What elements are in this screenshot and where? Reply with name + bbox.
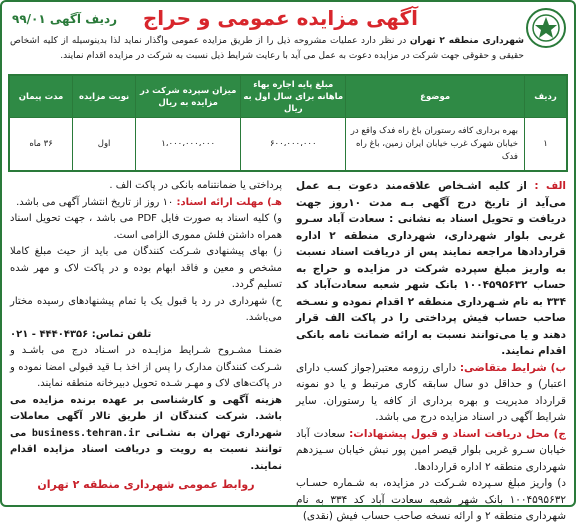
table-row xyxy=(10,118,567,171)
ad-number: ردیف آگهی ۹۹/۰۱ xyxy=(12,12,118,26)
cell-base-rent: ۶۰۰،۰۰۰،۰۰۰ xyxy=(241,118,346,171)
clause-d-cont: پرداختی یا ضمانتنامه بانکی در پاکت الف . xyxy=(109,180,282,191)
clause-g: ز) بهای پیشنهادی شـرکت کنندگان می باید از حیث مبلغ کاملا مشخص و معین و فاقد ابهام بوده و در پاکت لاک و مهر شده تسلیم گردد. xyxy=(10,246,282,290)
cell-row: ۱ xyxy=(524,118,566,171)
clause-a-label: الف : xyxy=(534,180,566,192)
clause-c-text: سعادت آباد خیابان سـرو غربی بلوار قیصر امین پور نبش خیابان سـیزدهم شهرداری منطقه ۲ اداره قراردادها. xyxy=(296,427,566,473)
th-round: نوبت مزایده xyxy=(73,76,136,118)
portal-link[interactable]: business.tehran.ir xyxy=(31,427,141,439)
clause-b-label: ب) شرایط متقاضی: xyxy=(459,361,566,374)
cell-duration: ۳۶ ماه xyxy=(10,118,73,171)
header xyxy=(8,6,568,36)
clause-a-text: از کلیه اشـخاص علاقه‌مند دعوت بـه عمل می‌آید از تاریخ درج آگهی بـه مدت ۱۰روز جهت دریافت و تحویل اسناد به نشانی : سعادت آباد سـرو غربی بلوار شهرداری، شهرداری منطقه ۲ اداره قراردادها مراجعه نمایند پس از دریافت اسناد نسبت به واریز مبلغ سپرده شرکت در مزایده و حراج به حساب ۱۰۰۴۵۹۵۶۳۲ بانک شهر شعبه سعادت‌آباد کد ۳۳۴ به نام شـهرداری منطقه ۲ اقدام نموده و نسـخه صاحب حساب فیش پرداختی را در پاکت الف قرار دهند و یا می‌توانند نسبت به ارائه ضمانت نامه بانکی اقدام نمایند. xyxy=(296,180,566,357)
intro-text: در نظر دارد عملیات مشروحه ذیل را از طریق مزایده عمومی واگذار نماید لذا بدینوسیله از کلیه اشخاص حقیقی و حقوقی جهت شرکت در مزایده دعوت به عمل می آید با رعایت شرایط ذیل نسبت به شرکت در مزایده اقدام نمایند. xyxy=(10,36,524,61)
clause-b xyxy=(296,360,566,426)
clause-e-label: هـ) مهلت ارائه اسناد: xyxy=(176,196,282,208)
cell-round: اول xyxy=(73,118,136,171)
conditions-right-column xyxy=(296,178,566,525)
clause-h: ح) شهرداری در رد یا قبول یک یا تمام پیشنهاد‌های رسیده مختار می‌باشد. xyxy=(10,295,282,323)
contact-phone: تلفن تماس: ۴۴۴۰۴۳۵۶ - ۰۲۱ xyxy=(10,328,152,340)
table-header-row xyxy=(10,76,567,118)
cell-topic: بهره برداری کافه رستوران باغ راه فدک واقع در خیابان شهرک غرب خیابان ایران زمین، باغ راه فدک xyxy=(346,118,525,171)
clause-e xyxy=(10,195,282,212)
clause-b-text: دارای رزومه معتبر(جواز کسب دارای اعتبار) و حداقل دو سال سابقه کاری مرتبط و یا دو نمونه قرارداد مدیریت و بهره برداری از کافه یا رستوران. سایر شرایط آگهی در اسناد مزایده درج می باشد. xyxy=(296,361,566,423)
auction-table xyxy=(8,74,568,172)
clause-a xyxy=(296,178,566,360)
clause-e-text: ۱۰ روز از تاریخ انتشار آگهی می باشد. xyxy=(16,196,177,208)
intro-paragraph xyxy=(10,34,524,64)
clause-d: د) واریز مبلغ سـپرده شـرکت در مزایده، به شـماره حسـاب ۱۰۰۴۵۹۵۶۳۲ بانک شهر شعبه سعادت آباد کد ۳۳۴ به نام شهرداری منطقه ۲ و ارائه نسخه صاحب حساب فیش (نقدی) xyxy=(296,477,566,522)
signature: روابط عمومی شهرداری منطقه ۲ تهران xyxy=(37,478,255,491)
th-duration: مدت پیمان xyxy=(10,76,73,118)
cell-deposit: ۱،۰۰۰،۰۰۰،۰۰۰ xyxy=(136,118,241,171)
th-deposit: میزان سپرده شرکت در مزایده به ریال xyxy=(136,76,241,118)
conditions-left-column xyxy=(10,178,282,494)
municipality-logo-icon xyxy=(526,8,566,48)
clause-f: و) کلیه اسناد به صورت فایل PDF می باشد ، جهت تحویل اسناد همراه داشتن فلش مموری الزامی است. xyxy=(10,213,283,241)
th-row: ردیف xyxy=(524,76,566,118)
page-title: آگهی مزایده عمومی و حراج xyxy=(142,6,418,30)
cost-text: هزینه آگهی و کارشناسی بر عهده برنده مزایده می باشد. شرکت کنندگان از طریق تالار آگهی معاملات شهرداری تهران به نشـانی xyxy=(10,394,282,439)
portal-text-end: می توانند نسبت به رویت و دریافت اسناد مزایده اقدام نمایند. xyxy=(10,427,282,472)
clause-c-label: ج) محل دریافت اسناد و قبول پیشنهادات: xyxy=(349,427,566,440)
intro-org: شهرداری منطقه ۲ تهران xyxy=(409,36,525,46)
th-topic: موضوع xyxy=(346,76,525,118)
cost-and-portal xyxy=(10,393,282,476)
th-base-rent: مبلغ پایه اجاره بهاء ماهانه برای سال اول به ریال xyxy=(241,76,346,118)
general-conditions: ضمنـا مشـروح شـرایط مزایـده در اسـناد درج می باشـد و شـرکت کنندگان مدارک را پس از اخذ بـا قید قبولی امضا نموده و در پاکت‌های لاک و مهـر شـده تحویل دبیرخانه منطقه نمایند. xyxy=(10,345,282,389)
clause-c xyxy=(296,426,566,476)
